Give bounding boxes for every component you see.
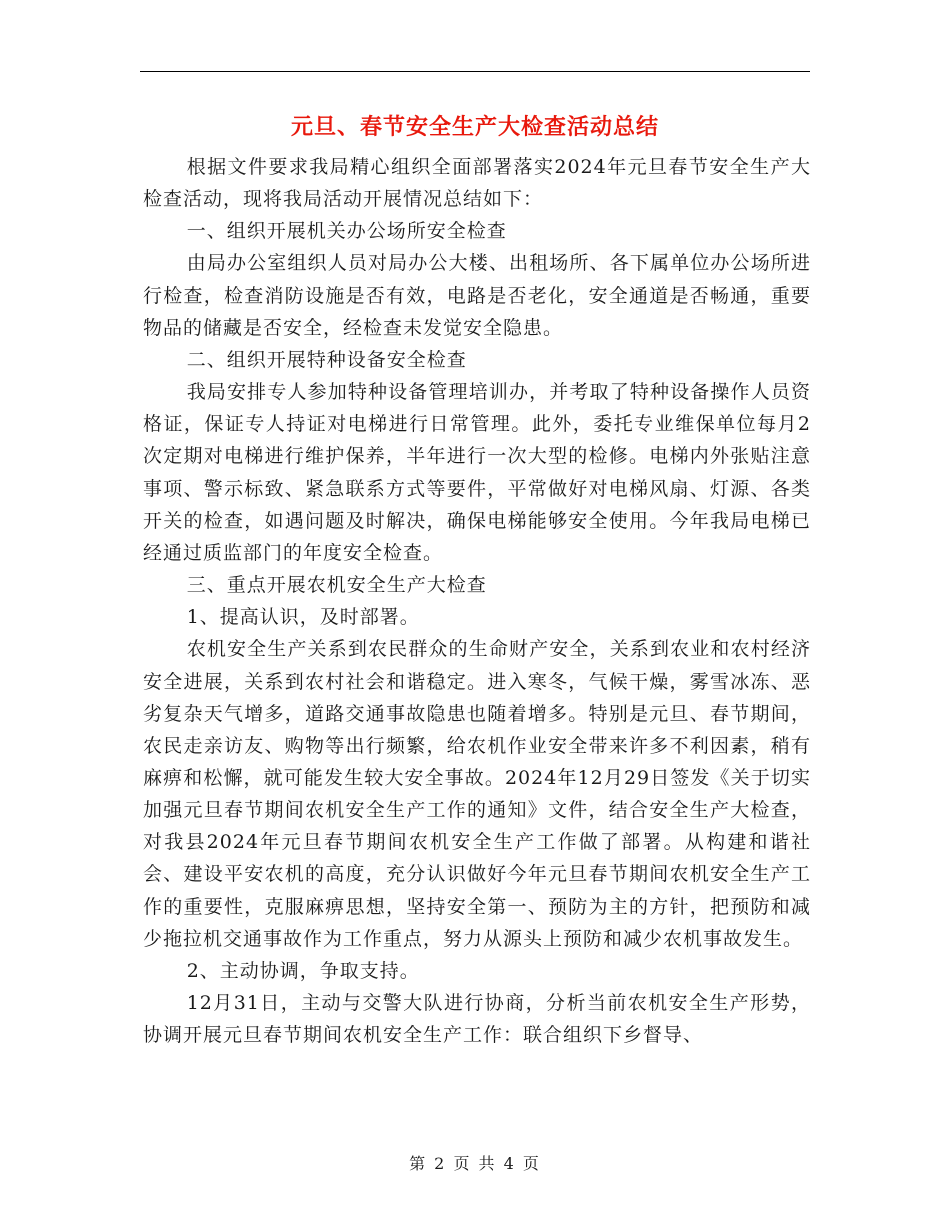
paragraph-farm-machinery: 农机安全生产关系到农民群众的生命财产安全，关系到农业和农村经济安全进展，关系到农村社会和谐稳定。进入寒冬，气候干燥，雾雪冰冻、恶劣复杂天气增多，道路交通事故隐患也随着增多。特别是元旦、春节期间，农民走亲访友、购物等出行频繁，给农机作业安全带来许多不利因素，稍有麻痹和松懈，就可能发生较大安全事故。2024年12月29日签发《关于切实加强元旦春节期间农机安全生产工作的通知》文件，结合安全生产大检查，对我县2024年元旦春节期间农机安全生产工作做了部署。从构建和谐社会、建设平安农机的高度，充分认识做好今年元旦春节期间农机安全生产工作的重要性，克服麻痹思想，坚持安全第一、预防为主的方针，把预防和减少拖拉机交通事故作为工作重点，努力从源头上预防和减少农机事故发生。	[143, 638, 811, 950]
subheading-1: 1、提高认识，及时部署。	[186, 606, 420, 629]
document-title: 元旦、春节安全生产大检查活动总结	[290, 114, 659, 140]
paragraph-office-inspection: 由局办公室组织人员对局办公大楼、出租场所、各下属单位办公场所进行检查，检查消防设施是否有效，电路是否老化，安全通道是否畅通，重要物品的储藏是否安全，经检查未发觉安全隐患。	[143, 252, 811, 339]
section-heading-3: 三、重点开展农机安全生产大检查	[186, 574, 487, 597]
paragraph-special-equipment: 我局安排专人参加特种设备管理培训办，并考取了特种设备操作人员资格证，保证专人持证对电梯进行日常管理。此外，委托专业维保单位每月2次定期对电梯进行维护保养，半年进行一次大型的检修。电梯内外张贴注意事项、警示标致、紧急联系方式等要件，平常做好对电梯风扇、灯源、各类开关的检查，如遇问题及时解决，确保电梯能够安全使用。今年我局电梯已经通过质监部门的年度安全检查。	[143, 381, 811, 564]
paragraph-coordination: 12月31日，主动与交警大队进行协商，分析当前农机安全生产形势，协调开展元旦春节期间农机安全生产工作：联合组织下乡督导、	[143, 992, 811, 1047]
subheading-2: 2、主动协调，争取支持。	[186, 959, 420, 982]
section-heading-1: 一、组织开展机关办公场所安全检查	[186, 220, 507, 243]
header-divider	[140, 71, 810, 72]
paragraph-intro: 根据文件要求我局精心组织全面部署落实2024年元旦春节安全生产大检查活动，现将我局活动开展情况总结如下：	[143, 156, 811, 211]
page-footer: 第 2 页 共 4 页	[409, 1154, 541, 1173]
document-body	[143, 151, 811, 1051]
section-heading-2: 二、组织开展特种设备安全检查	[186, 348, 467, 371]
